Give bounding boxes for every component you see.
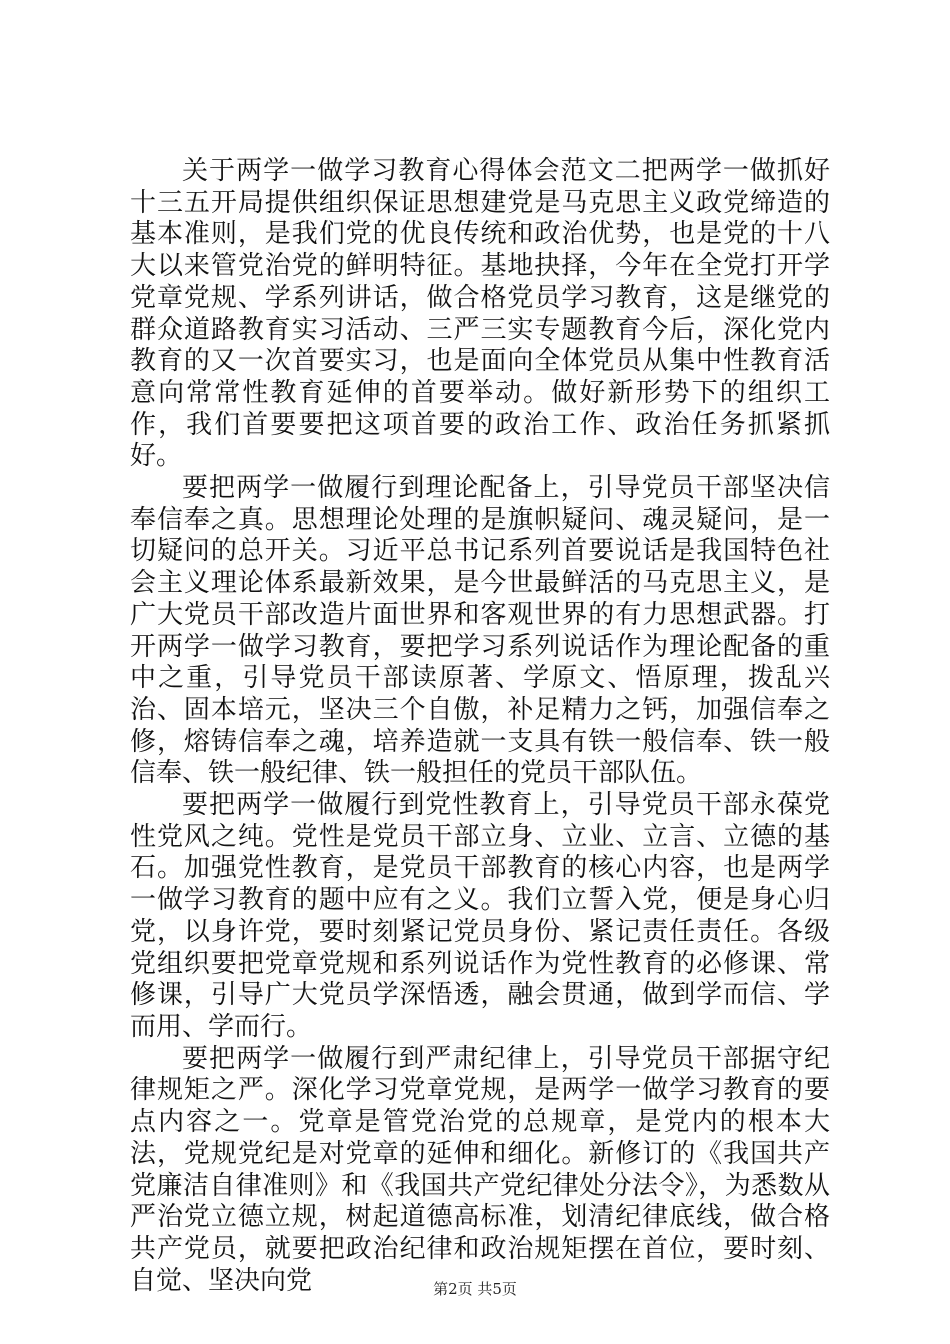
page-footer [0,1278,950,1299]
page-number: 第2页 共5页 [433,1280,517,1298]
paragraph-2: 要把两学一做履行到理论配备上，引导党员干部坚决信奉信奉之真。思想理论处理的是旗帜疑问、魂灵疑问，是一切疑问的总开关。习近平总书记系列首要说话是我国特色社会主义理论体系最新效果，是今世最鲜活的马克思主义，是广大党员干部改造片面世界和客观世界的有力思想武器。打开两学一做学习教育，要把学习系列说话作为理论配备的重中之重，引导党员干部读原著、学原文、悟原理，拨乱兴治、固本培元，坚决三个自傲，补足精力之钙，加强信奉之修，熔铸信奉之魂，培养造就一支具有铁一般信奉、铁一般信奉、铁一般纪律、铁一般担任的党员干部队伍。 [130,473,830,789]
paragraph-1: 关于两学一做学习教育心得体会范文二把两学一做抓好十三五开局提供组织保证思想建党是马克思主义政党缔造的基本准则，是我们党的优良传统和政治优势，也是党的十八大以来管党治党的鲜明特征。基地抉择，今年在全党打开学党章党规、学系列讲话，做合格党员学习教育，这是继党的群众道路教育实习活动、三严三实专题教育今后，深化党内教育的又一次首要实习，也是面向全体党员从集中性教育活意向常常性教育延伸的首要举动。做好新形势下的组织工作，我们首要要把这项首要的政治工作、政治任务抓紧抓好。 [130,156,830,472]
paragraph-4: 要把两学一做履行到严肃纪律上，引导党员干部据守纪律规矩之严。深化学习党章党规，是两学一做学习教育的要点内容之一。党章是管党治党的总规章，是党内的根本大法，党规党纪是对党章的延伸和细化。新修订的《我国共产党廉洁自律准则》和《我国共产党纪律处分法令》，为悉数从严治党立德立规，树起道德高标准，划清纪律底线，做合格共产党员，就要把政治纪律和政治规矩摆在首位，要时刻、自觉、坚决向党 [130,1043,830,1296]
paragraph-3: 要把两学一做履行到党性教育上，引导党员干部永葆党性党风之纯。党性是党员干部立身、立业、立言、立德的基石。加强党性教育，是党员干部教育的核心内容，也是两学一做学习教育的题中应有之义。我们立誓入党，便是身心归党，以身许党，要时刻紧记党员身份、紧记责任责任。各级党组织要把党章党规和系列说话作为党性教育的必修课、常修课，引导广大党员学深悟透，融会贯通，做到学而信、学而用、学而行。 [130,790,830,1042]
document-body [130,156,830,1297]
